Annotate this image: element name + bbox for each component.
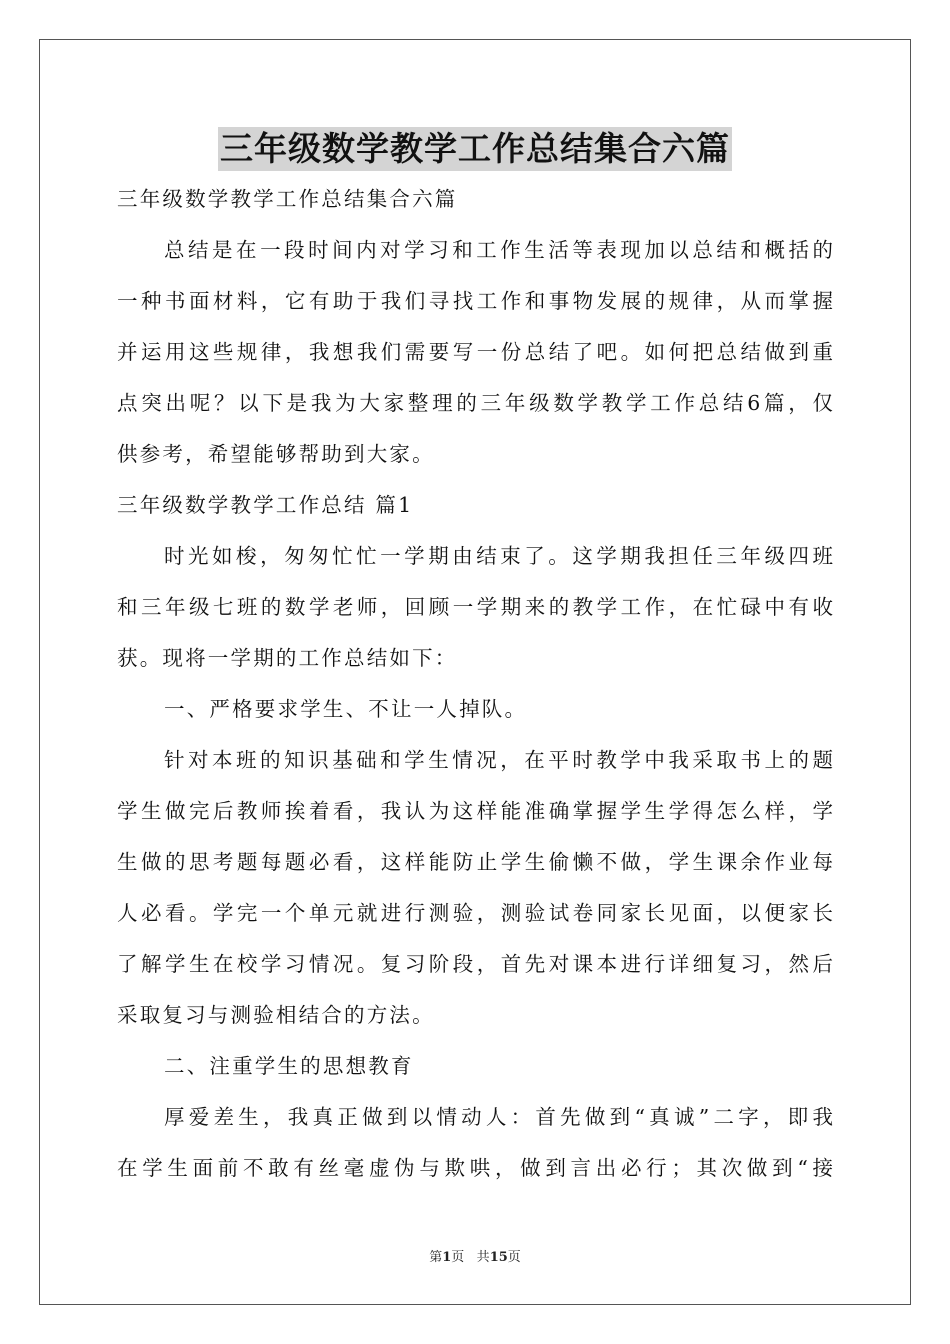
paragraph-line: 一种书面材料，它有助于我们寻找工作和事物发展的规律，从而掌握 bbox=[117, 289, 833, 313]
paragraph-line: 和三年级七班的数学老师，回顾一学期来的教学工作，在忙碌中有收 bbox=[117, 595, 833, 619]
paragraph-line: 针对本班的知识基础和学生情况，在平时教学中我采取书上的题 bbox=[164, 748, 833, 772]
total-suffix: 页 bbox=[507, 1250, 521, 1265]
paragraph-line: 在学生面前不敢有丝毫虚伪与欺哄，做到言出必行；其次做到“接 bbox=[117, 1156, 833, 1180]
section-heading: 三年级数学教学工作总结 篇1 bbox=[117, 493, 414, 517]
paragraph-line: 点突出呢？以下是我为大家整理的三年级数学教学工作总结6篇，仅 bbox=[117, 391, 833, 415]
total-prefix: 共 bbox=[476, 1250, 490, 1265]
document-title-text: 三年级数学教学工作总结集合六篇 bbox=[218, 127, 732, 171]
paragraph-line: 人必看。学完一个单元就进行测验，测验试卷同家长见面，以便家长 bbox=[117, 901, 833, 925]
page-number: 1 bbox=[442, 1250, 452, 1265]
page-suffix: 页 bbox=[451, 1250, 465, 1265]
document-body bbox=[117, 177, 833, 1197]
paragraph-line: 获。现将一学期的工作总结如下： bbox=[117, 646, 458, 670]
subtitle-line: 三年级数学教学工作总结集合六篇 bbox=[117, 187, 458, 211]
total-pages: 15 bbox=[489, 1250, 508, 1265]
paragraph-line: 厚爱差生，我真正做到以情动人：首先做到“真诚”二字，即我 bbox=[164, 1105, 833, 1129]
paragraph-line: 并运用这些规律，我想我们需要写一份总结了吧。如何把总结做到重 bbox=[117, 340, 833, 364]
paragraph-line: 学生做完后教师挨着看，我认为这样能准确掌握学生学得怎么样，学 bbox=[117, 799, 833, 823]
paragraph-line: 总结是在一段时间内对学习和工作生活等表现加以总结和概括的 bbox=[164, 238, 833, 262]
paragraph-line: 时光如梭，匆匆忙忙一学期由结束了。这学期我担任三年级四班 bbox=[164, 544, 833, 568]
subheading-line: 二、注重学生的思想教育 bbox=[164, 1054, 414, 1078]
page-prefix: 第 bbox=[429, 1250, 443, 1265]
subheading-line: 一、严格要求学生、不让一人掉队。 bbox=[164, 697, 528, 721]
paragraph-line: 采取复习与测验相结合的方法。 bbox=[117, 1003, 435, 1027]
paragraph-line: 生做的思考题每题必看，这样能防止学生偷懒不做，学生课余作业每 bbox=[117, 850, 833, 874]
page-footer bbox=[0, 1246, 950, 1265]
document-title bbox=[0, 127, 950, 177]
paragraph-line: 供参考，希望能够帮助到大家。 bbox=[117, 442, 435, 466]
paragraph-line: 了解学生在校学习情况。复习阶段，首先对课本进行详细复习，然后 bbox=[117, 952, 833, 976]
